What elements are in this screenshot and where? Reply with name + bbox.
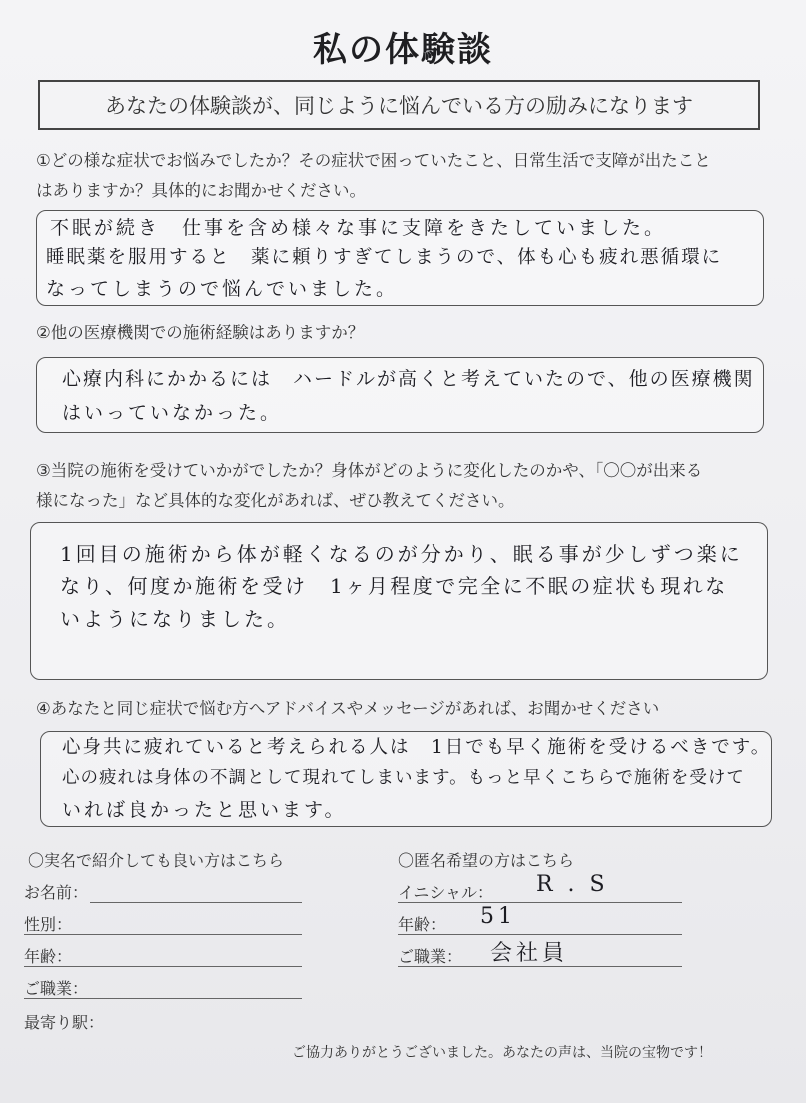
answer-4-line-1: 心身共に疲れていると考えられる人は 1日でも早く施術を受けるべきです。 — [62, 737, 772, 758]
intro-banner — [38, 80, 760, 130]
anon-job-label: ご職業： — [398, 947, 463, 966]
name-label: お名前： — [24, 883, 89, 902]
question-2-line-1: ②他の医療機関での施術経験はありますか？ — [36, 323, 365, 342]
initial-label: イニシャル： — [398, 883, 494, 902]
initial-field-line — [398, 902, 682, 903]
anon-age-label: 年齢： — [398, 915, 447, 934]
answer-2-line-1: 心療内科にかかるには ハードルが高くと考えていたので、他の医療機関 — [62, 368, 755, 390]
gender-label: 性別： — [24, 915, 73, 934]
station-label: 最寄り駅： — [24, 1013, 105, 1032]
page-title: 私の体験談 — [313, 30, 493, 70]
anon-age-field-line — [398, 934, 682, 935]
job-field-line — [24, 998, 302, 999]
answer-3-line-3: いようになりました。 — [60, 607, 290, 631]
question-4-line-1: ④あなたと同じ症状で悩む方へアドバイスやメッセージがあれば、お聞かせください — [36, 699, 660, 718]
answer-1-line-2: 睡眠薬を服用すると 薬に頼りすぎてしまうので、体も心も疲れ悪循環に — [46, 247, 723, 268]
question-3-line-1: ③当院の施術を受けていかがでしたか？身体がどのように変化したのかや、「〇〇が出来る — [36, 461, 703, 480]
anon-job-value: 会社員 — [490, 941, 569, 966]
anon-job-field-line — [398, 966, 682, 967]
answer-1-line-3: なってしまうので悩んでいました。 — [46, 278, 399, 300]
question-4 — [36, 694, 776, 724]
initial-value: R . S — [536, 872, 609, 897]
intro-banner-text: あなたの体験談が、同じように悩んでいる方の励みになります — [105, 94, 693, 118]
gender-field-line — [24, 934, 302, 935]
answer-4-line-2: 心の疲れは身体の不調として現れてしまいます。もっと早くこちらで施術を受けて — [62, 768, 745, 788]
anon-age-value: 51 — [480, 904, 516, 929]
real-name-heading: 〇実名で紹介しても良い方はこちら — [28, 851, 285, 870]
question-2 — [36, 318, 776, 348]
name-field-line — [90, 902, 302, 903]
answer-2-line-2: はいっていなかった。 — [62, 402, 283, 424]
question-1 — [36, 146, 776, 206]
answer-3-line-2: なり、何度か施術を受け 1ヶ月程度で完全に不眠の症状も現れな — [60, 574, 728, 598]
answer-4-line-3: いれば良かったと思います。 — [62, 799, 347, 821]
question-3-line-2: 様になった」など具体的な変化があれば、ぜひ教えてください。 — [36, 491, 515, 510]
answer-3-line-1: 1回目の施術から体が軽くなるのが分かり、眠る事が少しずつ楽に — [60, 542, 743, 566]
question-1-line-2: はありますか？具体的にお聞かせください。 — [36, 181, 366, 200]
thanks-message: ご協力ありがとうございました。あなたの声は、当院の宝物です！ — [292, 1045, 712, 1061]
question-3 — [36, 456, 776, 516]
job-label: ご職業： — [24, 979, 89, 998]
question-1-line-1: ①どの様な症状でお悩みでしたか？その症状で困っていたこと、日常生活で支障が出たこと — [36, 151, 711, 170]
age-label: 年齢： — [24, 947, 73, 966]
answer-1-line-1: 不眠が続き 仕事を含め様々な事に支障をきたしていました。 — [50, 217, 667, 239]
anonymous-heading: 〇匿名希望の方はこちら — [398, 851, 575, 870]
age-field-line — [24, 966, 302, 967]
